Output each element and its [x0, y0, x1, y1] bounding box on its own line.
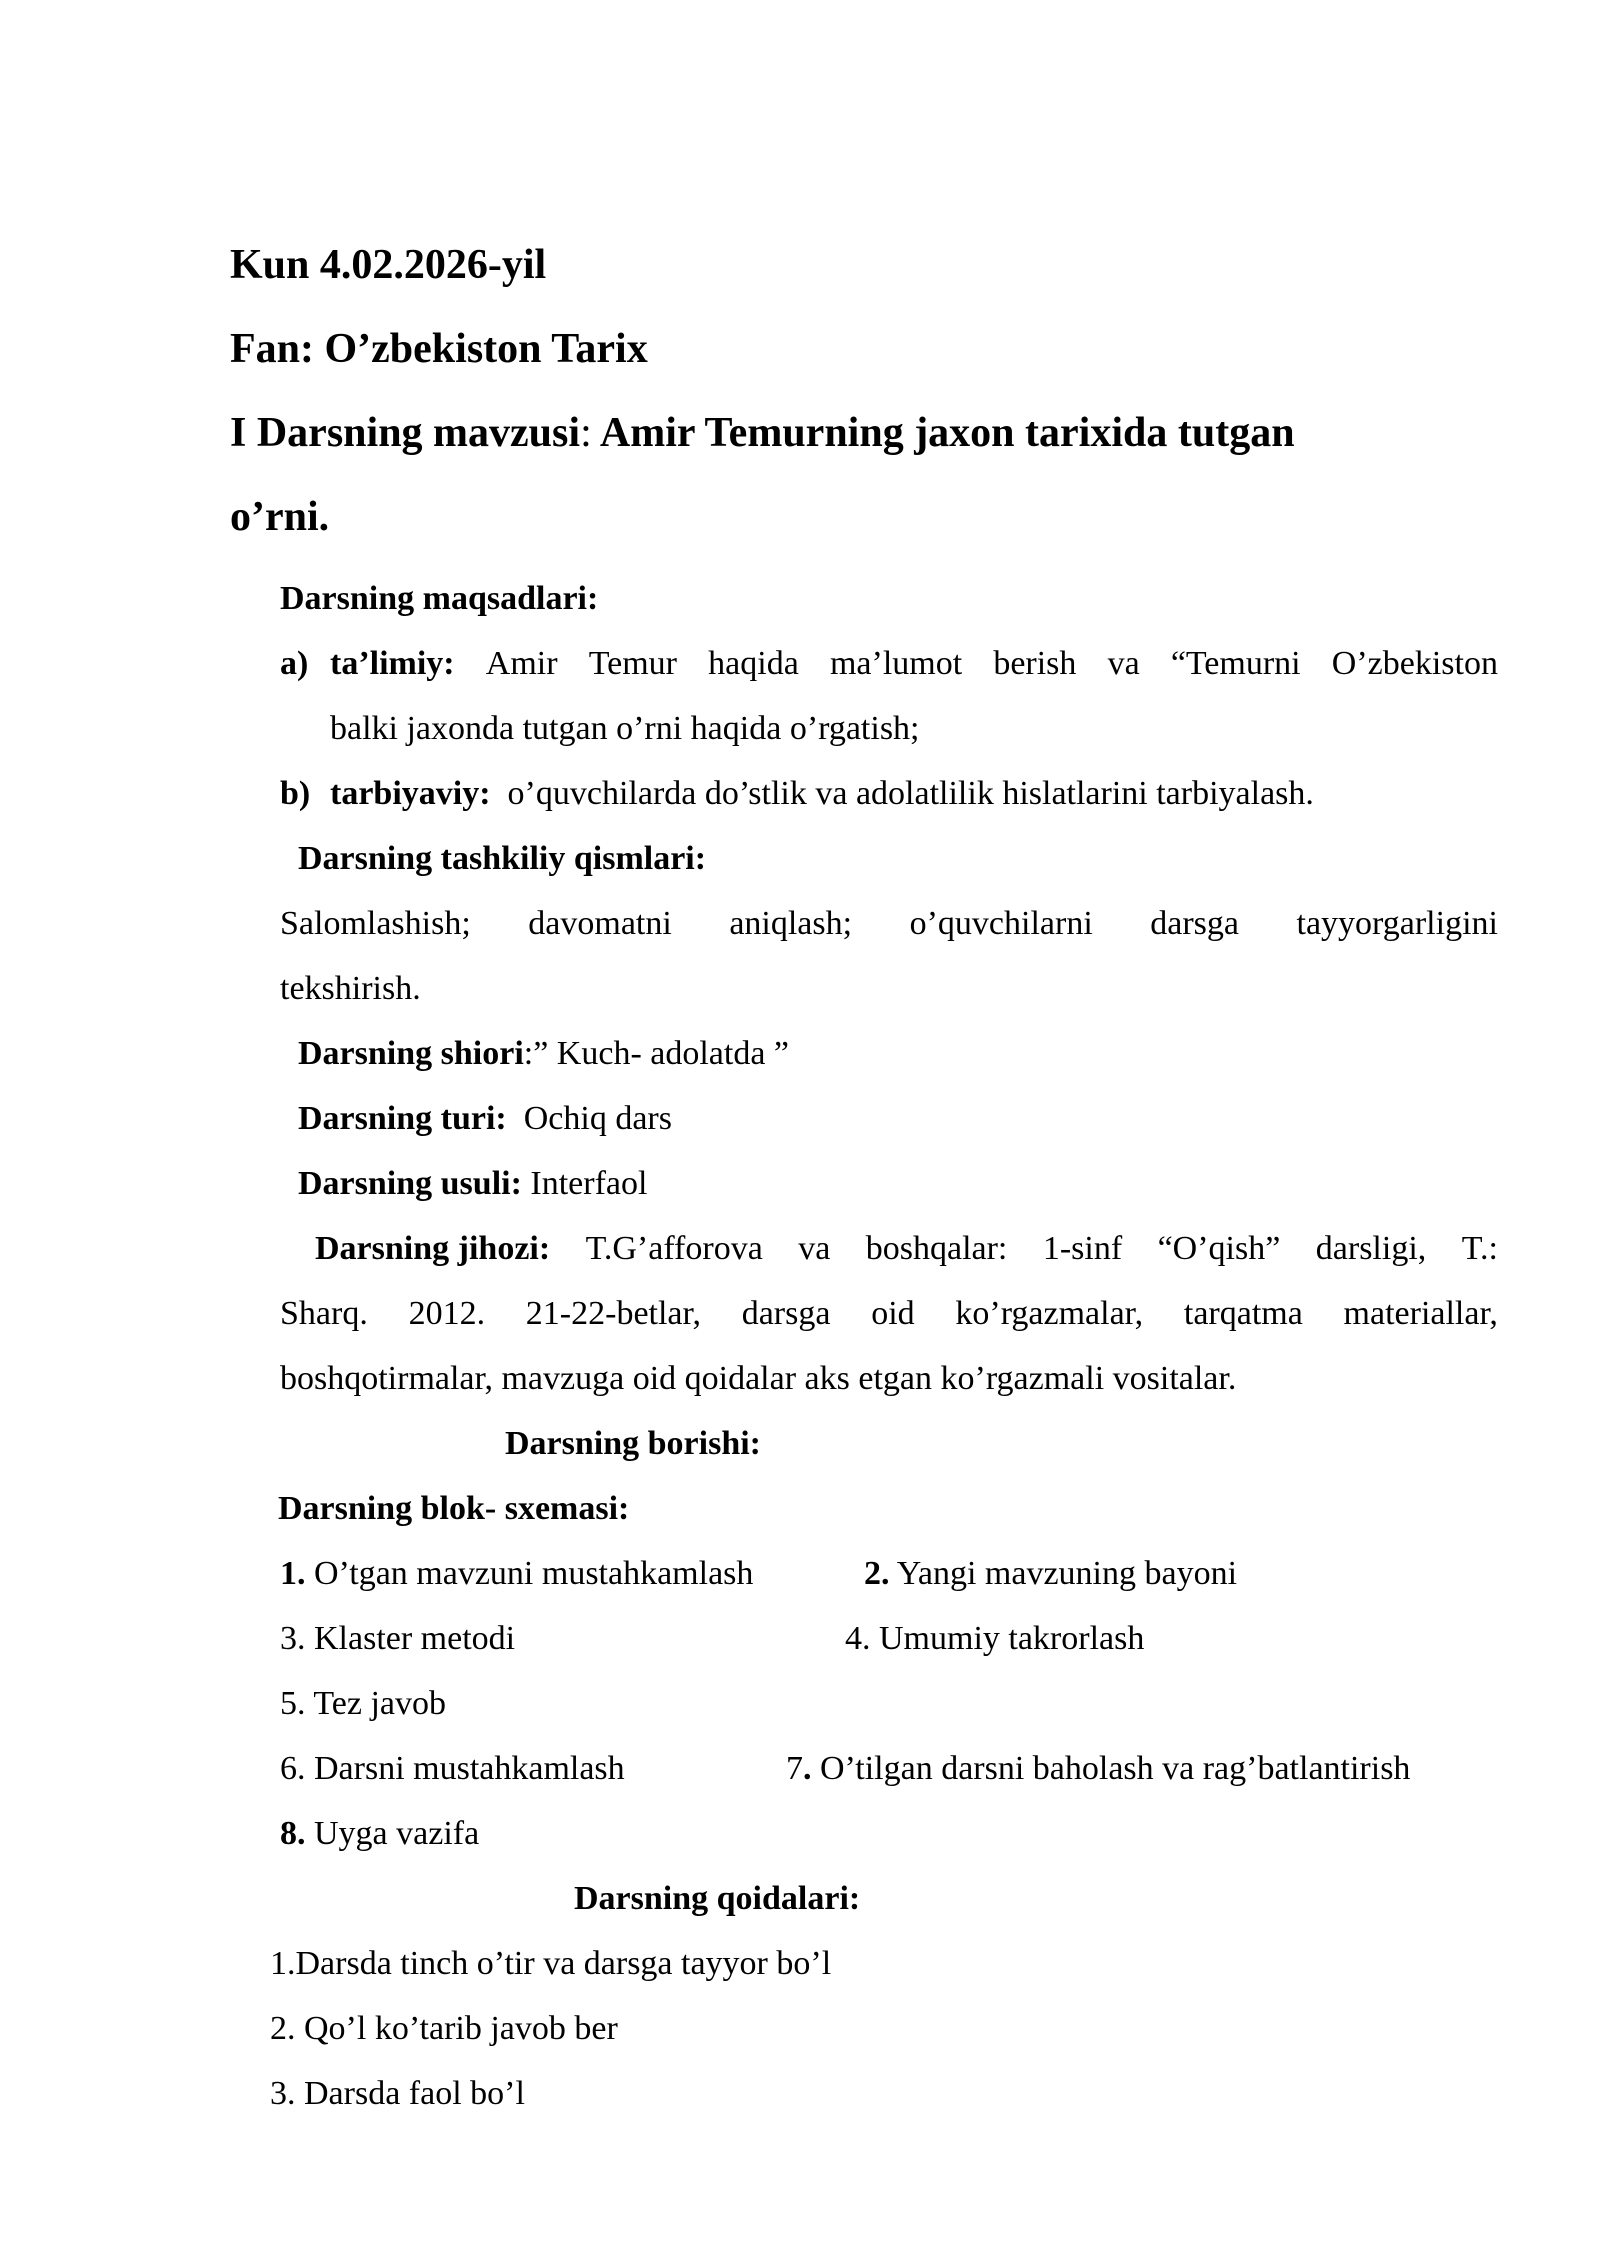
- goal-b-marker: b): [280, 775, 311, 812]
- scheme-item-1-text: O’tgan mavzuni mustahkamlash: [305, 1555, 754, 1592]
- topic-text: Amir Temurning jaxon tarixida tutgan: [591, 410, 1295, 456]
- equipment-label: Darsning jihozi:: [315, 1230, 551, 1267]
- topic-colon: :: [580, 410, 592, 456]
- motto-text: :” Kuch- adolatda ”: [523, 1035, 790, 1072]
- equipment-word: tarqatma: [1183, 1295, 1303, 1332]
- parts-word: darsga: [1150, 905, 1240, 942]
- motto-line: [298, 1037, 789, 1071]
- scheme-item-8: [280, 1817, 479, 1851]
- equipment-word: materiallar,: [1343, 1295, 1498, 1332]
- equipment-word: darsligi,: [1315, 1230, 1427, 1267]
- topic-label: I Darsning mavzusi: [230, 410, 581, 456]
- motto-label: Darsning shiori: [298, 1035, 524, 1072]
- goal-a-word: “Temurni: [1170, 645, 1301, 682]
- scheme-item-2-text: Yangi mavzuning bayoni: [889, 1555, 1238, 1592]
- method-text: Interfaol: [530, 1165, 648, 1202]
- subject-line: Fan: O’zbekiston Tarix: [230, 326, 648, 372]
- goal-a-word: va: [1107, 645, 1140, 682]
- equipment-word: boshqalar:: [865, 1230, 1008, 1267]
- scheme-item-1-number: 1.: [280, 1555, 306, 1592]
- parts-line-2: tekshirish.: [280, 970, 421, 1007]
- type-text: Ochiq dars: [523, 1100, 672, 1137]
- goal-a-word: ma’lumot: [829, 645, 963, 682]
- goals-heading: Darsning maqsadlari:: [280, 580, 599, 617]
- scheme-item-7-number: 7: [786, 1750, 803, 1787]
- goal-b-label: tarbiyaviy:: [330, 775, 491, 812]
- scheme-item-2: [864, 1557, 1237, 1591]
- goal-b-line: [330, 777, 1314, 811]
- goal-a-label: ta’limiy:: [330, 645, 455, 682]
- parts-word: Salomlashish;: [280, 905, 471, 942]
- equipment-word: darsga: [741, 1295, 831, 1332]
- scheme-item-8-number: 8.: [280, 1815, 306, 1852]
- equipment-word: ko’rgazmalar,: [955, 1295, 1144, 1332]
- equipment-word: 2012.: [408, 1295, 486, 1332]
- goal-a-word: Amir: [485, 645, 558, 682]
- goal-a-word: berish: [993, 645, 1077, 682]
- goal-a-word: O’zbekiston: [1331, 645, 1498, 682]
- goal-a-line-2: balki jaxonda tutgan o’rni haqida o’rgatish;: [330, 710, 920, 747]
- parts-word: tayyorgarligini: [1296, 905, 1498, 942]
- rule-2: 2. Qo’l ko’tarib javob ber: [270, 2010, 618, 2047]
- date-line: Kun 4.02.2026-yil: [230, 242, 547, 288]
- goal-b-text: o’quvchilarda do’stlik va adolatlilik hislatlarini tarbiyalash.: [507, 775, 1314, 812]
- equipment-word: 1-sinf: [1042, 1230, 1123, 1267]
- equipment-word: T.G’afforova: [585, 1230, 763, 1267]
- rule-3: 3. Darsda faol bo’l: [270, 2075, 525, 2112]
- rule-1: 1.Darsda tinch o’tir va darsga tayyor bo’l: [270, 1945, 832, 1982]
- equipment-word: T.:: [1461, 1230, 1498, 1267]
- equipment-word: 21-22-betlar,: [525, 1295, 701, 1332]
- scheme-item-8-text: Uyga vazifa: [305, 1815, 480, 1852]
- method-label: Darsning usuli:: [298, 1165, 522, 1202]
- method-line: [298, 1167, 647, 1201]
- parts-word: o’quvchilarni: [909, 905, 1093, 942]
- rules-heading: Darsning qoidalari:: [574, 1880, 861, 1917]
- parts-line-1: [280, 907, 1498, 941]
- scheme-item-7: [786, 1752, 1410, 1786]
- goal-a-marker: a): [280, 645, 309, 682]
- goal-a-line-1: [330, 647, 1498, 681]
- equipment-word: Sharq.: [280, 1295, 368, 1332]
- scheme-item-6: 6. Darsni mustahkamlash: [280, 1750, 625, 1787]
- topic-line: [230, 412, 1295, 454]
- goal-a-word: Temur: [588, 645, 677, 682]
- scheme-item-7-text: O’tilgan darsni baholash va rag’batlantirish: [811, 1750, 1411, 1787]
- equipment-line-3: boshqotirmalar, mavzuga oid qoidalar aks etgan ko’rgazmali vositalar.: [280, 1360, 1237, 1397]
- equipment-word: va: [798, 1230, 831, 1267]
- scheme-item-2-number: 2.: [864, 1555, 890, 1592]
- scheme-item-3: 3. Klaster metodi: [280, 1620, 516, 1657]
- type-line: [298, 1102, 672, 1136]
- scheme-item-1: [280, 1557, 753, 1591]
- parts-word: aniqlash;: [729, 905, 853, 942]
- equipment-line-2: [280, 1297, 1498, 1331]
- goal-a-word: haqida: [708, 645, 799, 682]
- topic-line-continued: o’rni.: [230, 494, 330, 540]
- parts-heading: Darsning tashkiliy qismlari:: [298, 840, 707, 877]
- scheme-heading: Darsning blok- sxemasi:: [278, 1490, 630, 1527]
- scheme-item-7-dot: .: [803, 1750, 812, 1787]
- equipment-word: “O’qish”: [1157, 1230, 1281, 1267]
- parts-word: davomatni: [528, 905, 672, 942]
- type-label: Darsning turi:: [298, 1100, 507, 1137]
- equipment-word: oid: [871, 1295, 915, 1332]
- scheme-item-4: 4. Umumiy takrorlash: [845, 1620, 1145, 1657]
- progress-heading: Darsning borishi:: [505, 1425, 761, 1462]
- scheme-item-5: 5. Tez javob: [280, 1685, 446, 1722]
- equipment-line-1: [315, 1232, 1498, 1266]
